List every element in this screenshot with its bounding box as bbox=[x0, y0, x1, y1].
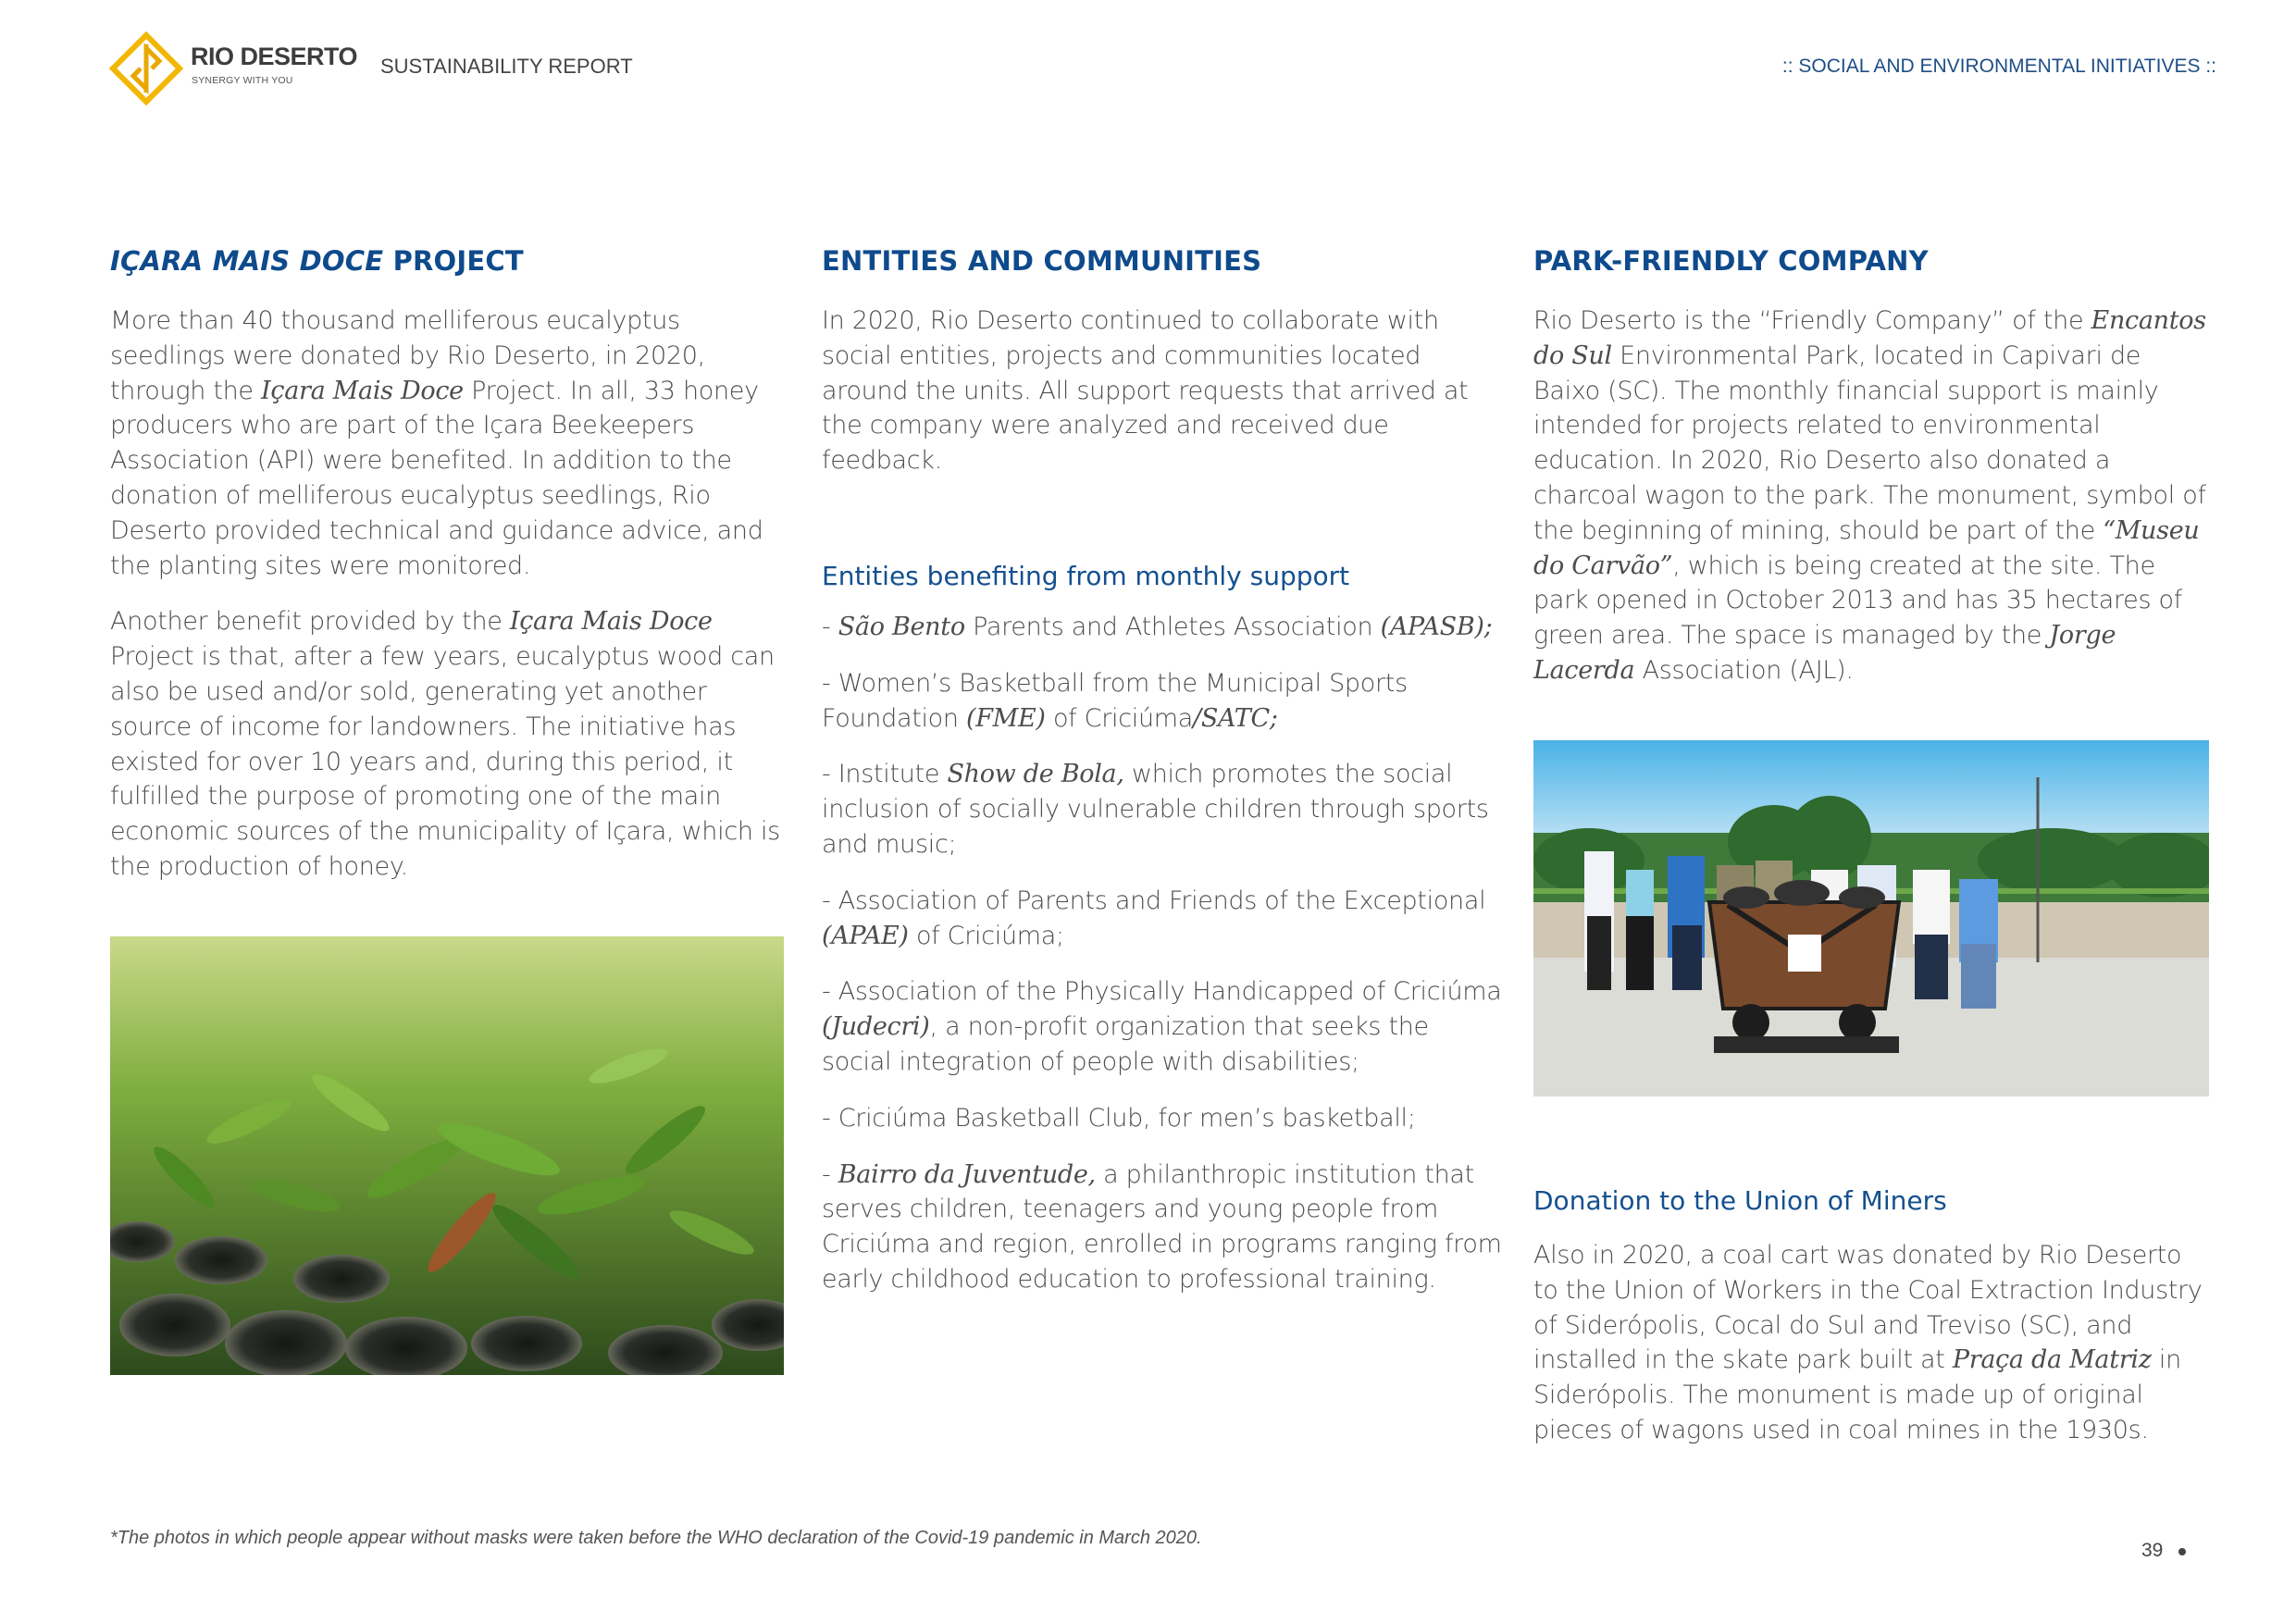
list-item: - Women’s Basketball from the Municipal Sports Foundation (FME) of Criciúma/SATC; bbox=[822, 668, 1408, 733]
paragraph-icara-2: Another benefit provided by the Içara Mais Doce Project is that, after a few years, eucalyptus wood can also be used and/or sold, generating yet another source of income for landowners. The initiative has existed for over 10 years and, during this period, it fulfilled the purpose of promoting one of the main economic sources of the municipality of Içara, which is the production of honey. bbox=[110, 607, 780, 881]
subheading-union-of-miners: Donation to the Union of Miners bbox=[1533, 1185, 1947, 1216]
list-item: - Criciúma Basketball Club, for men’s basketball; bbox=[822, 1103, 1416, 1133]
column-union-donation bbox=[1533, 1183, 2214, 1448]
column-park-friendly bbox=[1533, 242, 2214, 688]
coal-wagon-group-photo bbox=[1533, 740, 2209, 1096]
paragraph-park-friendly: Rio Deserto is the “Friendly Company” of the Encantos do Sul Environmental Park, located in Capivari de Baixo (SC). The monthly financial support is mainly intended for projects related to environmental education. In 2020, Rio Deserto also donated a charcoal wagon to the park. The monument, symbol of the beginning of mining, should be part of the “Museu do Carvão”, which is being created at the site. The park opened in October 2013 and has 35 hectares of green area. The space is managed by the Jorge Lacerda Association (AJL). bbox=[1533, 306, 2206, 685]
brand-name: RIO DESERTO bbox=[191, 43, 358, 70]
column-icara-project bbox=[110, 242, 790, 885]
entities-list bbox=[822, 610, 1502, 1297]
list-item: - São Bento Parents and Athletes Association (APASB); bbox=[822, 612, 1493, 641]
paragraph-union-donation: Also in 2020, a coal cart was donated by Rio Deserto to the Union of Workers in the Coal Extraction Industry of Siderópolis, Cocal do Sul and Treviso (SC), and installed in the skate park built at Praça da Matriz in Siderópolis. The monument is made up of original pieces of wagons used in coal mines in the 1930s. bbox=[1533, 1241, 2203, 1444]
report-title: SUSTAINABILITY REPORT bbox=[380, 55, 633, 78]
heading-entities: ENTITIES AND COMMUNITIES bbox=[822, 245, 1262, 277]
heading-park-friendly: PARK-FRIENDLY COMPANY bbox=[1533, 245, 1929, 277]
paragraph-entities-intro: In 2020, Rio Deserto continued to collaborate with social entities, projects and communities located around the units. All support requests that arrived at the company were analyzed and received due feedback. bbox=[822, 306, 1469, 476]
list-item: - Bairro da Juventude, a philanthropic institution that serves children, teenagers and young people from Criciúma and region, enrolled in programs ranging from early childhood education to professional training. bbox=[822, 1159, 1502, 1294]
eucalyptus-seedlings-photo bbox=[110, 936, 784, 1375]
brand-tagline: SYNERGY WITH YOU bbox=[192, 75, 293, 86]
paragraph-icara-1: More than 40 thousand melliferous eucalyptus seedlings were donated by Rio Deserto, in 2020, through the Içara Mais Doce Project. In all, 33 honey producers who are part of the Içara Beekeepers Association (API) were benefited. In addition to the donation of melliferous eucalyptus seedlings, Rio Deserto provided technical and guidance advice, and the planting sites were monitored. bbox=[110, 306, 763, 580]
footnote: *The photos in which people appear without masks were taken before the WHO declaration of the Covid-19 pandemic in March 2020. bbox=[110, 1528, 1202, 1548]
column-entities bbox=[822, 242, 1502, 1297]
list-item: - Institute Show de Bola, which promotes the social inclusion of socially vulnerable children through sports and music; bbox=[822, 760, 1489, 859]
list-item: - Association of the Physically Handicapped of Criciúma (Judecri), a non-profit organization that seeks the social integration of people with disabilities; bbox=[822, 977, 1502, 1076]
bullet-dot-icon bbox=[2178, 1548, 2186, 1555]
diamond-spiral-logo-icon bbox=[109, 31, 183, 105]
list-item: - Association of Parents and Friends of the Exceptional (APAE) of Criciúma; bbox=[822, 886, 1486, 950]
page-number: 39 bbox=[2141, 1540, 2164, 1561]
subheading-monthly-support: Entities benefiting from monthly support bbox=[822, 560, 1350, 591]
heading-icara-project: IÇARA MAIS DOCE PROJECT bbox=[110, 245, 524, 277]
section-title: :: SOCIAL AND ENVIRONMENTAL INITIATIVES :: bbox=[1781, 56, 2216, 77]
